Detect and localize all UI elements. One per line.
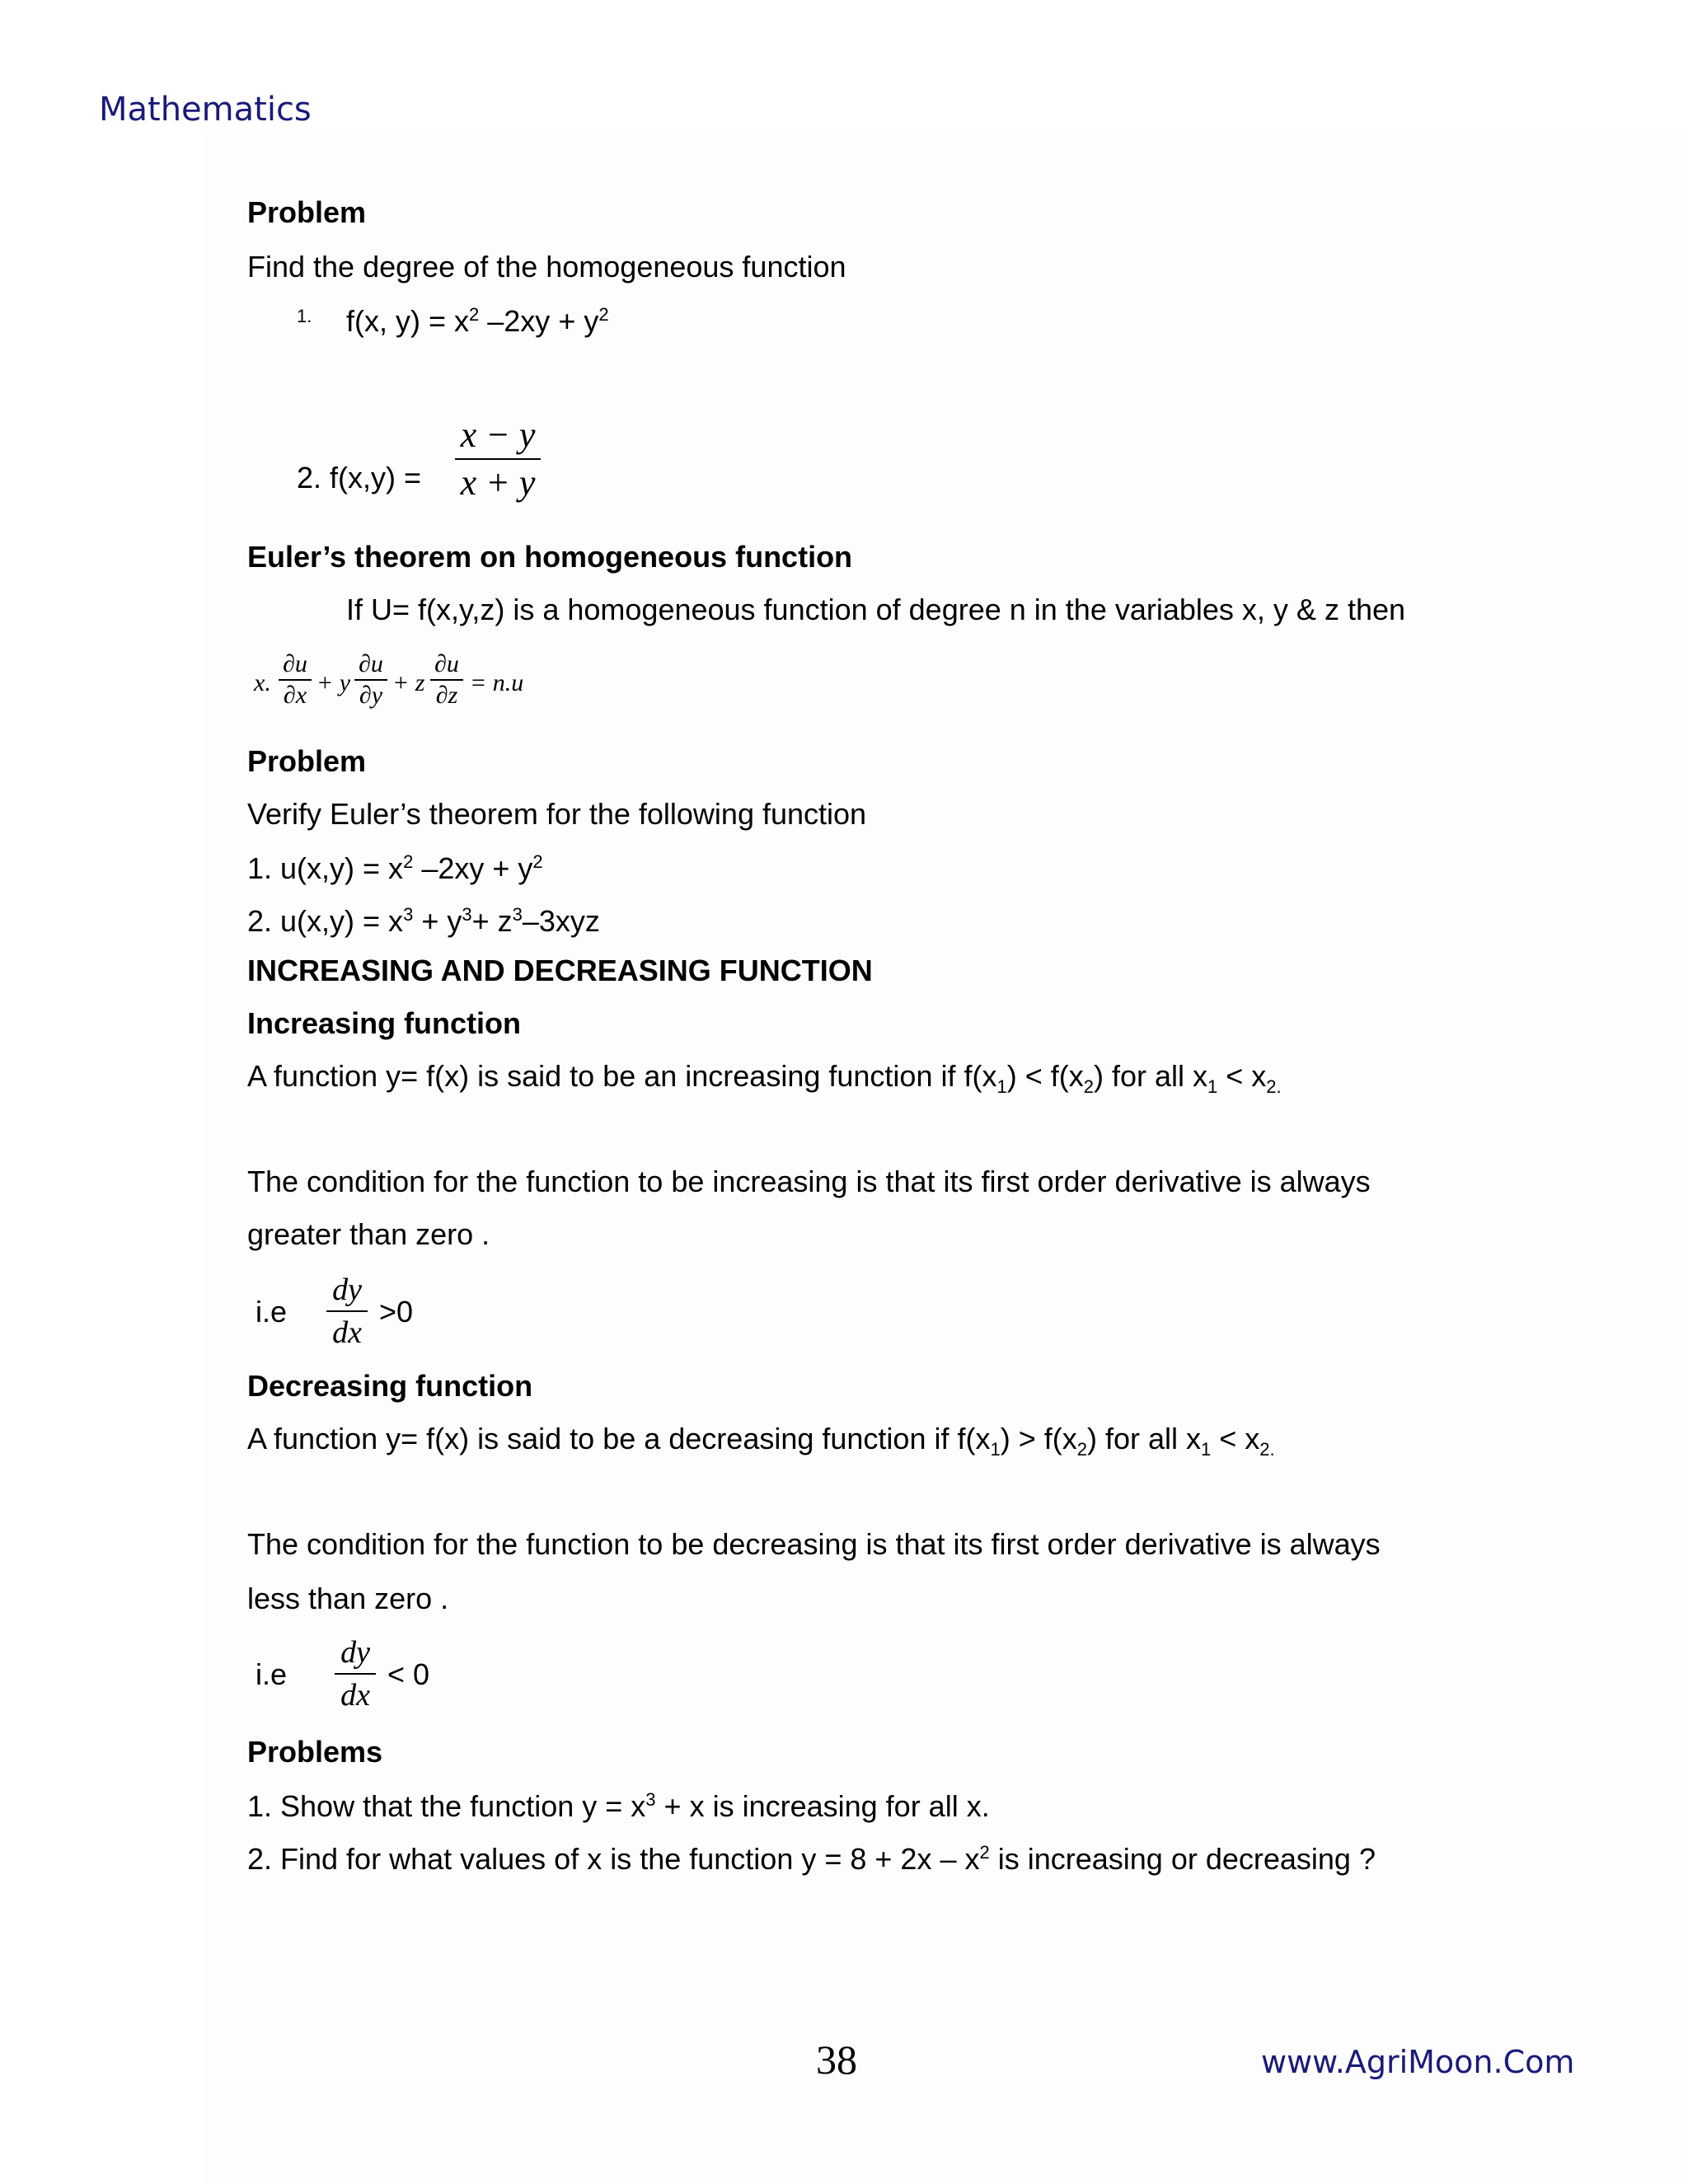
- condition-text: greater than zero .: [247, 1217, 490, 1251]
- numerator: ∂u: [434, 650, 459, 677]
- section-title: INCREASING AND DECREASING FUNCTION: [247, 954, 873, 987]
- denominator: ∂z: [435, 682, 458, 709]
- problem-item: 2. Find for what values of x is the function $y = 8 + 2x - x^2$ is increasing or decreasing ?: [247, 1842, 1376, 1876]
- inequality: >0: [379, 1295, 414, 1329]
- inequality: < 0: [387, 1657, 430, 1691]
- formula-term: = n.u: [470, 669, 524, 696]
- problems-heading: Problems: [247, 1735, 383, 1769]
- fraction: [455, 412, 541, 506]
- definition-text: A function y= f(x) is said to be a decreasing function if $f(x_1) > f(x_2)$ for all $x_1 < x_{2.}$: [247, 1422, 1275, 1460]
- partial-fraction: [279, 649, 312, 710]
- definition-text: A function y= f(x) is said to be an increasing function if $f(x_1) < f(x_2)$ for all $x_1 < x_{2.}$: [247, 1059, 1282, 1098]
- ie-label: i.e: [256, 1295, 288, 1329]
- theorem-statement: If U= f(x,y,z) is a homogeneous function of degree n in the variables x, y & z then: [346, 593, 1406, 626]
- denominator: dx: [340, 1678, 370, 1713]
- page-number: 38: [816, 2036, 857, 2083]
- footer-website-link[interactable]: www.AgriMoon.Com: [1261, 2044, 1575, 2080]
- formula-term: x.: [254, 669, 271, 696]
- subsection-heading: Decreasing function: [247, 1369, 533, 1403]
- condition-text: The condition for the function to be decreasing is that its first order derivative is always: [247, 1527, 1381, 1561]
- item-number: 1.: [297, 306, 312, 326]
- numerator: dy: [332, 1272, 362, 1307]
- numerator: ∂u: [283, 650, 307, 677]
- denominator: ∂y: [359, 682, 383, 709]
- section-heading: Euler’s theorem on homogeneous function: [247, 540, 853, 574]
- derivative-fraction: [326, 1269, 368, 1353]
- function-expression: 2. $u(x,y) = x^3 + y^3+ z^3-3xyz$: [247, 904, 600, 938]
- partial-fraction: [354, 649, 387, 710]
- condition-text: less than zero .: [247, 1582, 449, 1615]
- problem-intro: Verify Euler’s theorem for the following function: [247, 797, 867, 831]
- problem-intro: Find the degree of the homogeneous function: [247, 250, 846, 284]
- problem-heading: Problem: [247, 195, 367, 229]
- partial-fraction: [430, 649, 463, 710]
- formula-term: + y: [316, 669, 351, 696]
- numerator: ∂u: [359, 650, 383, 677]
- function-expression: f(x, $y) = x^2$ $-2xy + y^2$: [346, 304, 609, 338]
- denominator: x + y: [460, 462, 536, 503]
- ie-label: i.e: [256, 1657, 288, 1691]
- function-expression: 1. $u(x,y) = x^2$ $-2xy + y^2$: [247, 851, 543, 885]
- euler-formula: [247, 649, 544, 715]
- condition-text: The condition for the function to be increasing is that its first order derivative is always: [247, 1165, 1371, 1198]
- formula-term: + z: [392, 669, 425, 696]
- denominator: dx: [332, 1315, 362, 1350]
- numerator: dy: [340, 1635, 370, 1670]
- derivative-fraction: [335, 1632, 376, 1716]
- denominator: ∂x: [283, 682, 307, 709]
- numerator: x − y: [460, 415, 536, 455]
- subsection-heading: Increasing function: [247, 1006, 522, 1040]
- function-label: 2. f(x,y) =: [297, 461, 422, 494]
- header-title: Mathematics: [99, 91, 312, 129]
- problem-heading: Problem: [247, 744, 367, 778]
- problem-item: 1. Show that the function $y = x^3 + x$ is increasing for all x.: [247, 1789, 990, 1823]
